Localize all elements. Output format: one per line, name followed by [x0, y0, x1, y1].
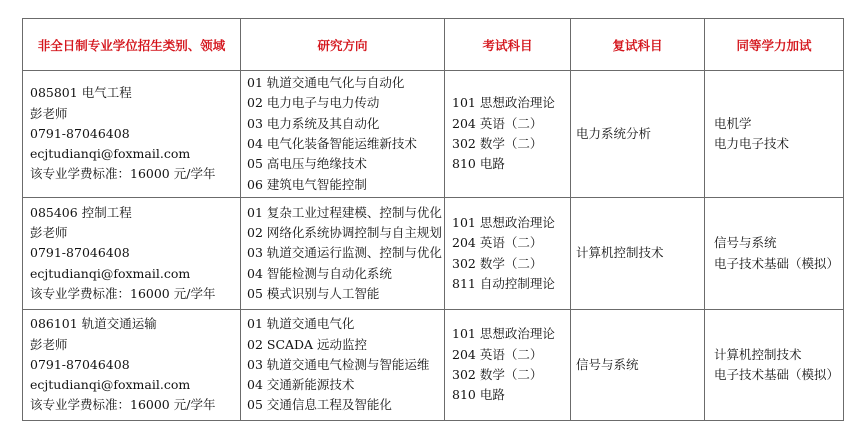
direction-item: 02 SCADA 远动监控 [247, 336, 368, 352]
category-cell [23, 198, 241, 310]
direction-item: 03 电力系统及其自动化 [247, 115, 380, 131]
direction-item: 04 智能检测与自动化系统 [247, 265, 392, 281]
direction-item: 05 高电压与绝缘技术 [247, 156, 367, 172]
admissions-table [22, 18, 844, 421]
extra-exam-item: 信号与系统 [714, 235, 777, 251]
direction-item: 04 交通新能源技术 [247, 377, 355, 393]
extra-exam-item: 电机学 [714, 115, 752, 131]
major-code-name: 085801 电气工程 [30, 85, 132, 101]
direction-item: 05 交通信息工程及智能化 [247, 397, 392, 413]
retest-item: 计算机控制技术 [576, 245, 664, 261]
extra-exam-item: 电子技术基础（模拟） [714, 367, 840, 382]
exam-item: 204 英语（二） [452, 115, 543, 131]
contact-phone: 0791-87046408 [30, 356, 130, 372]
exam-item: 302 数学（二） [452, 136, 543, 151]
direction-item: 02 网络化系统协调控制与自主规划 [247, 225, 442, 241]
contact-phone: 0791-87046408 [30, 245, 130, 261]
exam-item: 302 数学（二） [452, 367, 543, 382]
table-row [23, 310, 844, 421]
header-research-direction: 研究方向 [241, 19, 445, 71]
contact-email: ecjtudianqi@foxmail.com [30, 377, 191, 393]
direction-item: 03 轨道交通电气检测与智能运维 [247, 356, 430, 372]
contact-person: 彭老师 [30, 225, 68, 241]
tuition-standard: 该专业学费标准：16000 元/学年 [30, 397, 216, 413]
direction-item: 06 建筑电气智能控制 [247, 176, 367, 192]
retest-cell [571, 198, 705, 310]
exam-item: 811 自动控制理论 [452, 275, 555, 291]
extra-exam-cell [705, 71, 844, 198]
exams-cell [445, 310, 571, 421]
exam-item: 810 电路 [452, 156, 505, 172]
directions-cell [241, 71, 445, 198]
category-cell [23, 71, 241, 198]
major-code-name: 085406 控制工程 [30, 204, 132, 220]
major-code-name: 086101 轨道交通运输 [30, 316, 157, 332]
extra-exam-item: 电子技术基础（模拟） [714, 255, 840, 271]
header-category: 非全日制专业学位招生类别、领域 [23, 19, 241, 71]
retest-cell [571, 310, 705, 421]
contact-phone: 0791-87046408 [30, 125, 130, 141]
tuition-standard: 该专业学费标准：16000 元/学年 [30, 285, 216, 301]
direction-item: 01 轨道交通电气化与自动化 [247, 75, 405, 91]
extra-exam-cell [705, 198, 844, 310]
exam-item: 810 电路 [452, 387, 505, 403]
header-retest-subjects: 复试科目 [571, 19, 705, 71]
exams-cell [445, 71, 571, 198]
retest-item: 电力系统分析 [576, 125, 652, 141]
direction-item: 04 电气化装备智能运维新技术 [247, 136, 417, 151]
header-equivalent-exam: 同等学力加试 [705, 19, 844, 71]
direction-item: 03 轨道交通运行监测、控制与优化 [247, 245, 442, 261]
direction-item: 02 电力电子与电力传动 [247, 95, 380, 111]
exam-item: 204 英语（二） [452, 235, 543, 251]
direction-item: 01 复杂工业过程建模、控制与优化 [247, 204, 442, 220]
retest-item: 信号与系统 [576, 356, 639, 372]
header-exam-subjects: 考试科目 [445, 19, 571, 71]
extra-exam-item: 电力电子技术 [714, 136, 790, 151]
table-row [23, 198, 844, 310]
exam-item: 101 思想政治理论 [452, 95, 555, 111]
exam-item: 101 思想政治理论 [452, 214, 555, 230]
directions-cell [241, 198, 445, 310]
directions-cell [241, 310, 445, 421]
direction-item: 01 轨道交通电气化 [247, 316, 355, 332]
retest-cell [571, 71, 705, 198]
category-cell [23, 310, 241, 421]
tuition-standard: 该专业学费标准：16000 元/学年 [30, 166, 216, 182]
table-row [23, 71, 844, 198]
extra-exam-item: 计算机控制技术 [714, 346, 802, 362]
exams-cell [445, 198, 571, 310]
contact-email: ecjtudianqi@foxmail.com [30, 265, 191, 281]
contact-email: ecjtudianqi@foxmail.com [30, 146, 191, 162]
direction-item: 05 模式识别与人工智能 [247, 285, 380, 301]
extra-exam-cell [705, 310, 844, 421]
exam-item: 302 数学（二） [452, 255, 543, 271]
contact-person: 彭老师 [30, 105, 68, 121]
exam-item: 101 思想政治理论 [452, 326, 555, 342]
contact-person: 彭老师 [30, 336, 68, 352]
exam-item: 204 英语（二） [452, 346, 543, 362]
table-header-row [23, 19, 844, 71]
